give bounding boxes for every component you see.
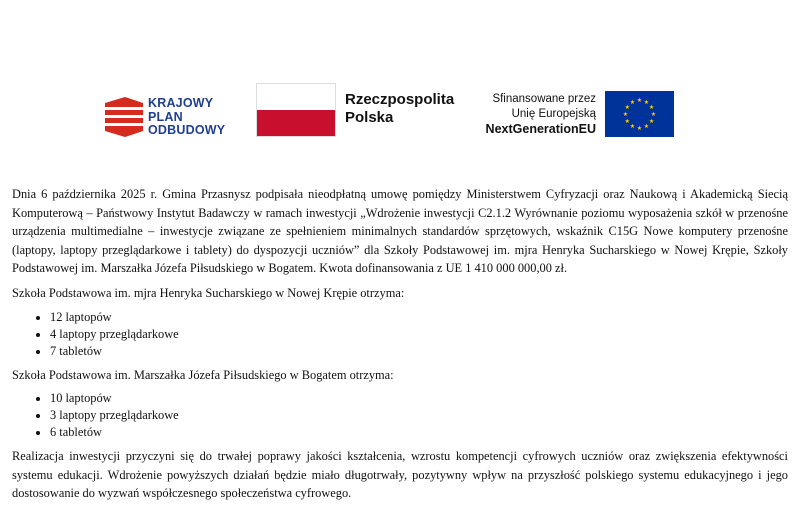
- eu-star-icon: ★: [650, 112, 657, 118]
- eu-star-icon: ★: [624, 105, 631, 111]
- rp-line: Rzeczpospolita: [345, 91, 455, 108]
- kpo-line: KRAJOWY: [148, 96, 214, 110]
- article-body: [12, 185, 788, 509]
- eu-star-icon: ★: [636, 126, 643, 132]
- eu-star-icon: ★: [643, 124, 650, 131]
- list-item: • 12 laptopów: [50, 309, 788, 326]
- kpo-logo-icon: [105, 97, 143, 137]
- rzeczpospolita-polska-logo: [345, 91, 454, 127]
- eu-star-icon: ★: [648, 119, 655, 125]
- eu-line: Unię Europejską: [511, 108, 596, 120]
- school2-list: [12, 390, 788, 441]
- eu-star-icon: ★: [648, 105, 655, 111]
- list-item: • 6 tabletów: [50, 424, 788, 441]
- polish-flag-icon: [256, 83, 336, 137]
- eu-star-icon: ★: [622, 112, 629, 118]
- eu-star-icon: ★: [629, 124, 636, 131]
- school1-heading: Szkoła Podstawowa im. mjra Henryka Sucharskiego w Nowej Krępie otrzyma:: [12, 285, 405, 300]
- eu-star-icon: ★: [629, 99, 636, 106]
- eu-funding-text: [486, 92, 596, 137]
- list-item: • 3 laptopy przeglądarkowe: [50, 407, 788, 424]
- eu-star-icon: ★: [636, 98, 643, 104]
- kpo-logo-text: [148, 97, 225, 138]
- eu-line: NextGenerationEU: [485, 122, 596, 136]
- school2-heading: Szkoła Podstawowa im. Marszałka Józefa Piłsudskiego w Bogatem otrzyma:: [12, 367, 394, 382]
- list-item: • 10 laptopów: [50, 390, 788, 407]
- list-item: • 7 tabletów: [50, 343, 788, 360]
- rp-line: Polska: [345, 109, 394, 126]
- list-item: • 4 laptopy przeglądarkowe: [50, 326, 788, 343]
- funding-logos: [0, 83, 800, 143]
- kpo-line: PLAN: [148, 109, 183, 124]
- eu-star-icon: ★: [624, 119, 631, 125]
- conclusion-paragraph: Realizacja inwestycji przyczyni się do trwałej poprawy jakości kształcenia, wzrostu kompetencji cyfrowych uczniów oraz zwiększenia efektywności systemu edukacji. Wdrożenie powyższych działań będzie miało długotrwały, pozytywny wpływ na przyszłość polskiego systemu edukacyjnego i jego dostosowanie do wyzwań współczesnego społeczeństwa cyfrowego.: [12, 449, 788, 501]
- kpo-line: ODBUDOWY: [148, 123, 226, 137]
- intro-paragraph: Dnia 6 października 2025 r. Gmina Przasnysz podpisała nieodpłatną umowę pomiędzy Ministerstwem Cyfryzacji oraz Naukową i Akademicką Siecią Komputerową – Państwowy Instytut Badawczy w ramach inwestycji „Wdrożenie inwestycji C2.1.2 Wyrównanie poziomu wyposażenia szkół w przenośne urządzenia multimedialne – inwestycje związane ze spełnieniem minimalnych standardów sprzętowych, wskaźnik C15G Nowe komputery przenośne (laptopy, laptopy przeglądarkowe i tablety) do dyspozycji uczniów” dla Szkoły Podstawowej im. mjra Henryka Sucharskiego w Nowej Krępie, Szkoły Podstawowej im. Marszałka Józefa Piłsudskiego w Bogatem. Kwota dofinansowania z UE 1 410 000 000,00 zł.: [12, 187, 788, 276]
- eu-flag-icon: [605, 91, 674, 137]
- eu-line: Sfinansowane przez: [492, 93, 596, 105]
- eu-star-icon: ★: [643, 99, 650, 106]
- school1-list: [12, 309, 788, 360]
